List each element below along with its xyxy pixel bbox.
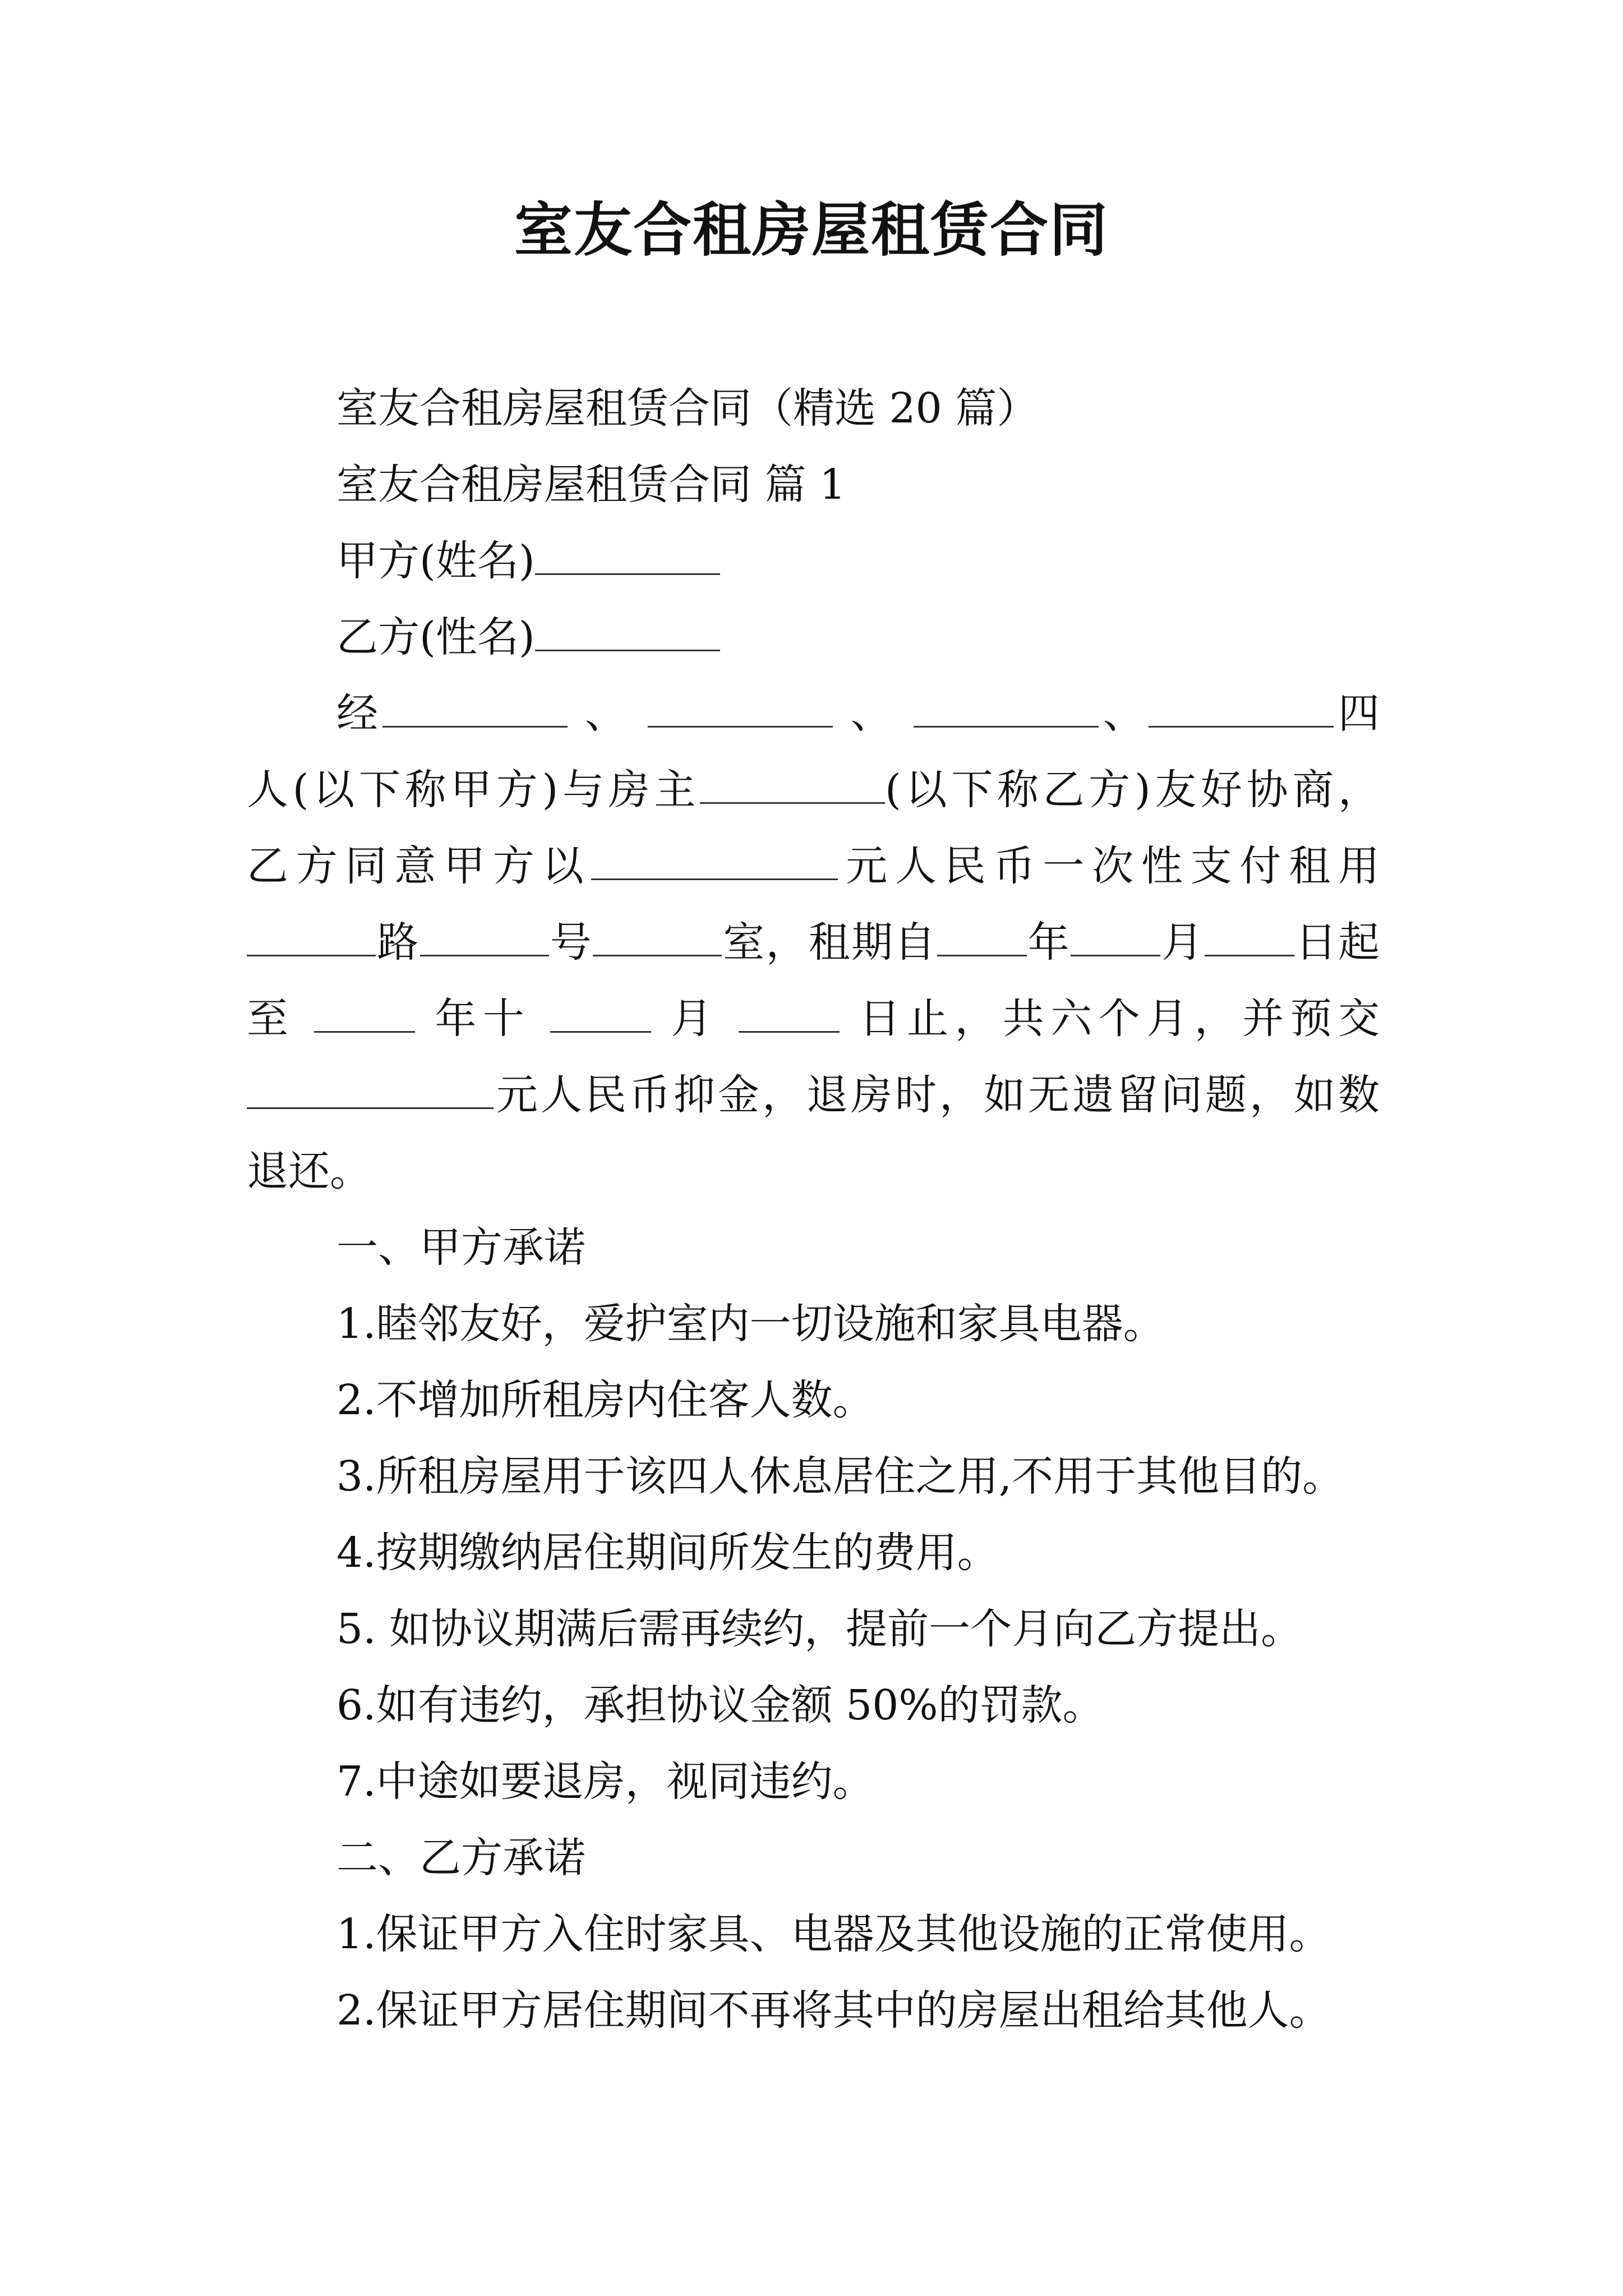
start-day-blank — [1205, 918, 1294, 956]
party-b-label: 乙方(性名) — [336, 613, 535, 661]
intro-line-5: 至 年十 月 日止，共六个月，并预交 — [247, 995, 1380, 1043]
start-year-blank — [937, 918, 1027, 956]
number-blank — [420, 918, 549, 956]
subtitle: 室友合租房屋租赁合同（精选 20 篇） — [336, 384, 1039, 432]
document-body — [247, 370, 1380, 2049]
intro-line-6: 元人民币抑金，退房时，如无遗留问题，如数 — [247, 1057, 1380, 1133]
party-b-line — [247, 599, 1380, 675]
party-a-blank — [535, 536, 720, 575]
sec1-item: 4.按期缴纳居住期间所发生的费用。 — [336, 1529, 999, 1577]
intro-line-4: 路 号 室，租期自 年 月 日起 — [247, 904, 1380, 981]
sec1-item: 7.中途如要退房，视同违约。 — [336, 1757, 874, 1806]
intro-line-1: 经 、 、 、 四 — [336, 689, 1380, 738]
party-b-blank — [535, 613, 720, 651]
party-a-line — [247, 523, 1380, 599]
intro-line-2: 人(以下称甲方)与房主 (以下称乙方)友好协商， — [247, 766, 1380, 814]
sec1-item: 2.不增加所租房内住客人数。 — [336, 1376, 874, 1424]
sec1-item: 1.睦邻友好，爱护室内一切设施和家具电器。 — [336, 1300, 1165, 1348]
end-day-blank — [739, 994, 840, 1033]
party-a-label: 甲方(姓名) — [336, 537, 535, 585]
section-2-title: 二、乙方承诺 — [336, 1834, 585, 1882]
sec1-item: 3.所租房屋用于该四人休息居住之用,不用于其他目的。 — [336, 1452, 1344, 1501]
road-blank — [247, 918, 376, 956]
section-heading: 室友合租房屋租赁合同 篇 1 — [336, 461, 846, 509]
intro-line-3: 乙方同意甲方以 元人民币一次性支付租用 — [247, 842, 1380, 890]
sec2-item: 2.保证甲方居住期间不再将其中的房屋出租给其他人。 — [336, 1986, 1331, 2035]
sec2-item: 1.保证甲方入住时家具、电器及其他设施的正常使用。 — [336, 1910, 1331, 1958]
start-month-blank — [1071, 918, 1160, 956]
tenant-blank-1 — [382, 689, 568, 728]
rent-amount-blank — [591, 841, 838, 880]
end-year-blank — [314, 994, 415, 1033]
document-title: 室友合租房屋租赁合同 — [514, 195, 1109, 264]
tenant-blank-2 — [648, 689, 833, 728]
intro-line-7: 退还。 — [247, 1147, 371, 1195]
deposit-blank — [247, 1070, 494, 1109]
tenant-blank-4 — [1149, 689, 1334, 728]
section-1-title: 一、甲方承诺 — [336, 1223, 585, 1272]
sec1-item: 5. 如协议期满后需再续约，提前一个月向乙方提出。 — [336, 1605, 1303, 1653]
tenant-blank-3 — [914, 689, 1099, 728]
landlord-blank — [700, 765, 885, 804]
end-month-blank — [550, 994, 651, 1033]
room-blank — [593, 918, 722, 956]
sec1-item: 6.如有违约，承担协议金额 50%的罚款。 — [336, 1681, 1104, 1729]
